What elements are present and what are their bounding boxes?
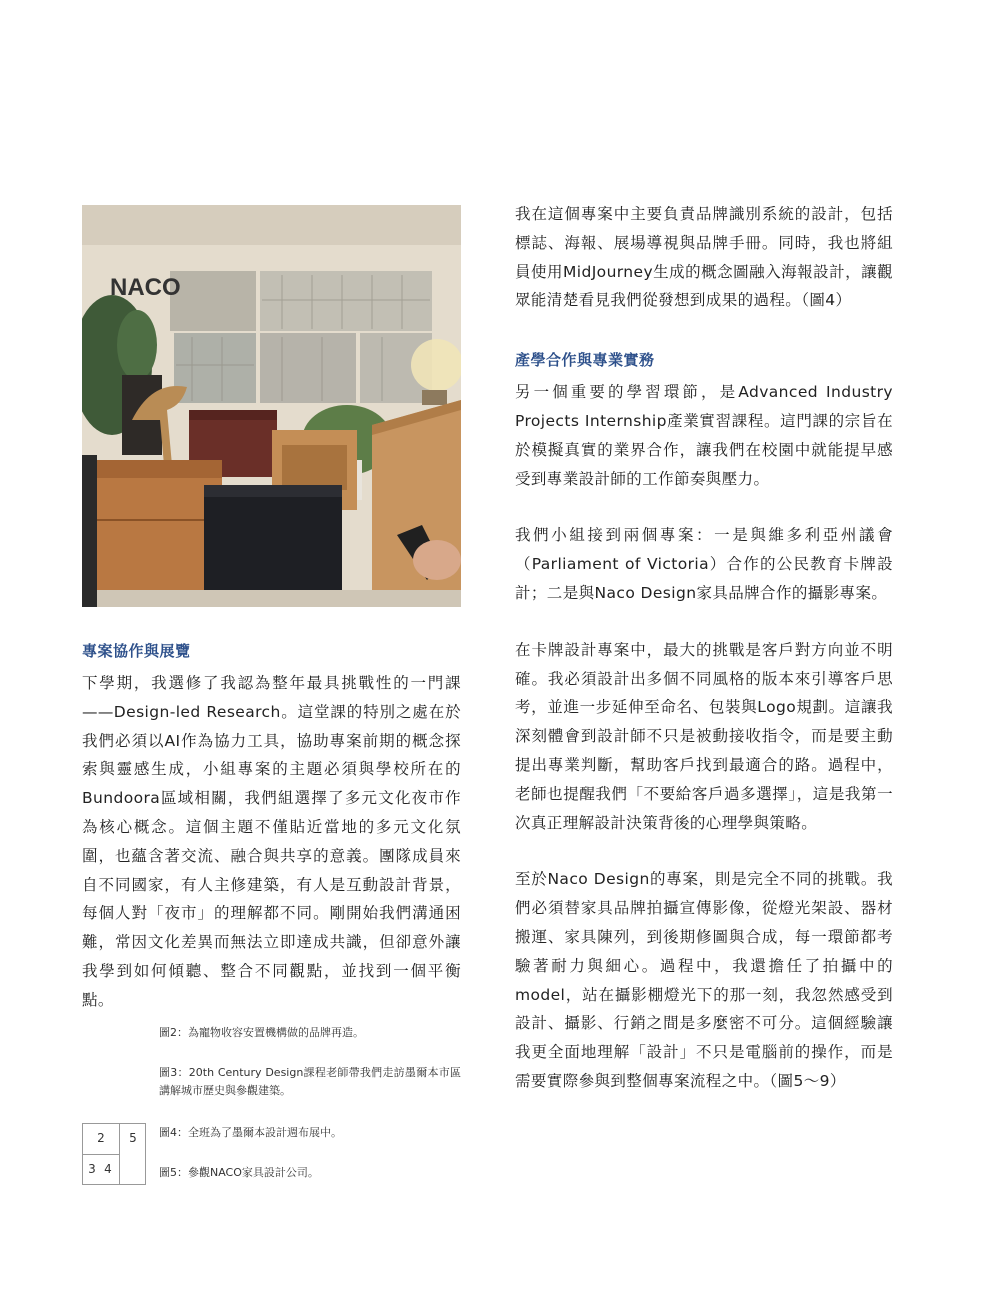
caption-fig4: 圖4：全班為了墨爾本設計週布展中。	[159, 1126, 342, 1139]
section-heading-collaboration: 專案協作與展覽	[82, 642, 191, 660]
left-column	[82, 640, 461, 1015]
paragraph-internship: 另一個重要的學習環節，是Advanced Industry Projects Internship產業實習課程。這門課的宗旨在於模擬真實的業界合作，讓我們在校園中就能提早感受到專業設計師的工作節奏與壓力。	[515, 383, 893, 488]
caption-fig3: 圖3：20th Century Design課程老師帶我們走訪墨爾本市區講解城市歷史與參觀建築。	[159, 1066, 461, 1097]
right-column	[515, 200, 893, 1096]
paragraph-brand-identity: 我在這個專案中主要負責品牌識別系統的設計，包括標誌、海報、展場導視與品牌手冊。同時，我也將組員使用MidJourney生成的概念圖融入海報設計，讓觀眾能清楚看見我們從發想到成果的過程。（圖4）	[515, 205, 893, 310]
caption-fig2: 圖2：為寵物收容安置機構做的品牌再造。	[159, 1026, 364, 1039]
paragraph-two-projects: 我們小組接到兩個專案：一是與維多利亞州議會（Parliament of Victoria）合作的公民教育卡牌設計；二是與Naco Design家具品牌合作的攝影專案。	[515, 526, 893, 602]
grid-number-2: 2	[97, 1131, 105, 1145]
showroom-photo	[82, 205, 461, 607]
naco-sign: NACO	[110, 274, 181, 301]
grid-number-5: 5	[129, 1131, 137, 1145]
section-heading-industry: 產學合作與專業實務	[515, 351, 655, 370]
grid-number-4: 4	[104, 1162, 112, 1176]
paragraph-card-design: 在卡牌設計專案中，最大的挑戰是客戶對方向並不明確。我必須設計出多個不同風格的版本來引導客戶思考，並進一步延伸至命名、包裝與Logo規劃。這讓我深刻體會到設計師不只是被動接收指令，而是要主動提出專業判斷，幫助客戶找到最適合的路。過程中，老師也提醒我們「不要給客戶過多選擇」，這是我第一次真正理解設計決策背後的心理學與策略。	[515, 640, 893, 832]
grid-number-3: 3	[88, 1162, 96, 1176]
figure-layout-grid	[82, 1123, 146, 1185]
paragraph-naco-design: 至於Naco Design的專案，則是完全不同的挑戰。我們必須替家具品牌拍攝宣傳影像，從燈光架設、器材搬運、家具陳列，到後期修圖與合成，每一環節都考驗著耐力與細心。過程中，我還擔任了拍攝中的model，站在攝影棚燈光下的那一刻，我忽然感受到設計、攝影、行銷之間是多麼密不可分。這個經驗讓我更全面地理解「設計」不只是電腦前的操作，而是需要實際參與到整個專案流程之中。（圖5～9）	[515, 870, 893, 1090]
caption-fig5: 圖5：參觀NACO家具設計公司。	[159, 1166, 319, 1179]
paragraph-design-led-research: 下學期，我選修了我認為整年最具挑戰性的一門課——Design-led Research。這堂課的特別之處在於我們必須以AI作為協力工具，協助專案前期的概念探索與靈感生成，小組專案的主題必須與學校所在的Bundoora區域相關，我們組選擇了多元文化夜市作為核心概念。這個主題不僅貼近當地的多元文化氛圍，也蘊含著交流、融合與共享的意義。團隊成員來自不同國家，有人主修建築，有人是互動設計背景，每個人對「夜市」的理解都不同。剛開始我們溝通困難，常因文化差異而無法立即達成共識，但卻意外讓我學到如何傾聽、整合不同觀點，並找到一個平衡點。	[82, 674, 461, 1009]
